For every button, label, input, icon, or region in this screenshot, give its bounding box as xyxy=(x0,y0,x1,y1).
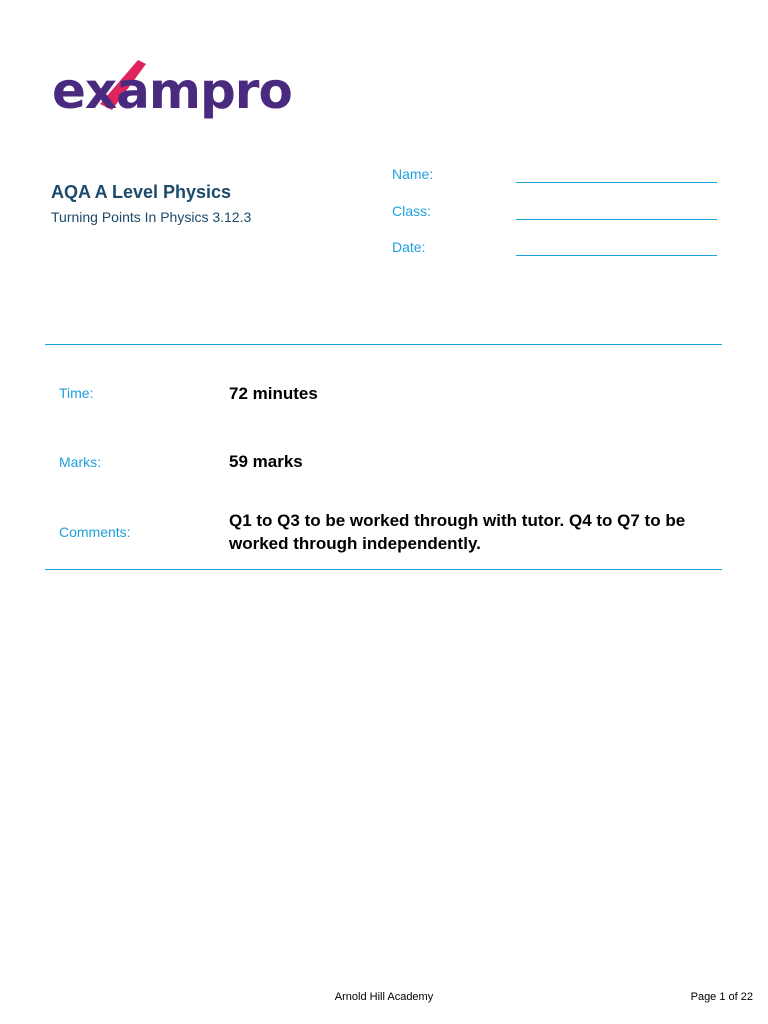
name-label: Name: xyxy=(392,166,434,182)
top-divider xyxy=(45,344,722,345)
bottom-divider xyxy=(45,569,722,570)
date-label: Date: xyxy=(392,239,426,255)
comments-label: Comments: xyxy=(59,524,131,540)
class-label: Class: xyxy=(392,203,431,219)
name-field xyxy=(392,165,718,185)
time-value: 72 minutes xyxy=(229,384,318,403)
title-block xyxy=(51,181,251,226)
date-input-line[interactable] xyxy=(516,255,717,256)
marks-label: Marks: xyxy=(59,454,101,470)
footer-page-number: Page 1 of 22 xyxy=(690,991,753,1003)
time-label: Time: xyxy=(59,385,94,401)
marks-value: 59 marks xyxy=(229,452,303,471)
logo-wordmark: exampro xyxy=(52,62,292,120)
document-subtitle: Turning Points In Physics 3.12.3 xyxy=(51,209,252,225)
comments-value: Q1 to Q3 to be worked through with tutor. Q4 to Q7 to be worked through independently. xyxy=(229,511,686,553)
exampro-logo-icon xyxy=(52,58,320,126)
class-input-line[interactable] xyxy=(516,219,717,220)
exampro-logo xyxy=(52,58,320,126)
date-field xyxy=(392,238,718,258)
class-field xyxy=(392,202,718,222)
footer-school: Arnold Hill Academy xyxy=(334,991,434,1003)
name-input-line[interactable] xyxy=(516,182,717,183)
document-title: AQA A Level Physics xyxy=(51,182,232,202)
